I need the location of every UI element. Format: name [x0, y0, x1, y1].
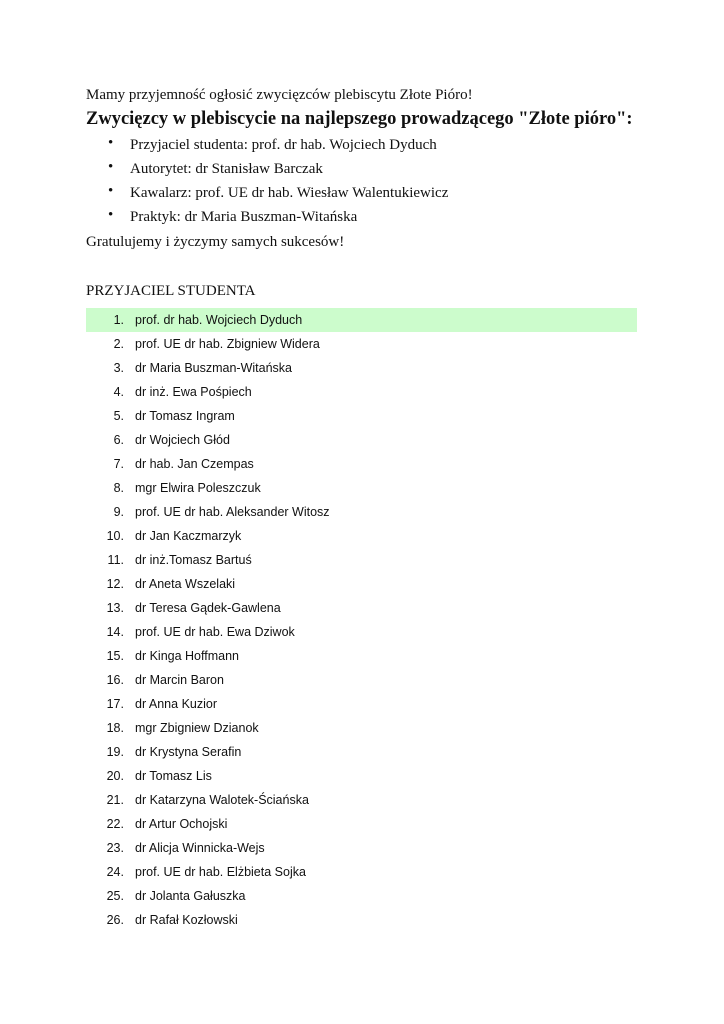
list-item: [86, 788, 637, 812]
list-item: [86, 596, 637, 620]
rank-name: dr Wojciech Głód: [135, 433, 230, 447]
winner-text: Kawalarz: prof. UE dr hab. Wiesław Walentukiewicz: [130, 185, 449, 201]
rank-number: 1.: [113, 313, 124, 327]
rank-name: dr Krystyna Serafin: [135, 745, 242, 759]
list-item: [86, 332, 637, 356]
rank-number: 15.: [106, 649, 124, 663]
rank-number: 12.: [106, 577, 124, 591]
bullet-icon: •: [108, 183, 114, 199]
rank-name: dr Maria Buszman-Witańska: [135, 361, 292, 375]
rank-name: dr inż.Tomasz Bartuś: [135, 553, 252, 567]
list-item: [86, 452, 637, 476]
list-item: [86, 548, 637, 572]
rank-number: 10.: [106, 529, 124, 543]
rank-number: 20.: [106, 769, 124, 783]
rank-name: dr Aneta Wszelaki: [135, 577, 236, 591]
winner-text: Autorytet: dr Stanisław Barczak: [130, 161, 323, 177]
rank-number: 22.: [106, 817, 124, 831]
rank-name: prof. UE dr hab. Elżbieta Sojka: [135, 865, 306, 879]
winner-text: Przyjaciel studenta: prof. dr hab. Wojciech Dyduch: [130, 137, 437, 153]
rank-name: prof. UE dr hab. Zbigniew Widera: [135, 337, 320, 351]
list-item: [86, 860, 637, 884]
rank-number: 19.: [106, 745, 124, 759]
rank-number: 24.: [106, 865, 124, 879]
rank-name: dr Rafał Kozłowski: [135, 913, 238, 927]
rank-number: 25.: [106, 889, 124, 903]
rank-name: dr Jolanta Gałuszka: [135, 889, 246, 903]
rank-name: mgr Elwira Poleszczuk: [135, 481, 261, 495]
page-title: Zwycięzcy w plebiscycie na najlepszego prowadzącego "Złote pióro":: [86, 109, 633, 129]
rank-name: dr inż. Ewa Pośpiech: [135, 385, 252, 399]
rank-name: mgr Zbigniew Dzianok: [135, 721, 259, 735]
rank-name: prof. UE dr hab. Aleksander Witosz: [135, 505, 330, 519]
rank-number: 8.: [113, 481, 124, 495]
rank-number: 14.: [106, 625, 124, 639]
list-item: [86, 740, 637, 764]
rank-number: 26.: [106, 913, 124, 927]
rank-number: 2.: [113, 337, 124, 351]
winners-list: [108, 133, 448, 229]
bullet-icon: •: [108, 207, 114, 223]
list-item: [86, 884, 637, 908]
list-item: [86, 404, 637, 428]
rank-number: 3.: [113, 361, 124, 375]
ranking-list: [86, 308, 637, 932]
bullet-icon: •: [108, 135, 114, 151]
list-item: [86, 764, 637, 788]
rank-number: 9.: [113, 505, 124, 519]
rank-name: dr Anna Kuzior: [135, 697, 217, 711]
intro-text: Mamy przyjemność ogłosić zwycięzców plebiscytu Złote Pióro!: [86, 87, 473, 103]
list-item: [86, 356, 637, 380]
rank-number: 4.: [113, 385, 124, 399]
list-item: [86, 428, 637, 452]
list-item: [86, 500, 637, 524]
list-item: [86, 692, 637, 716]
section-title: PRZYJACIEL STUDENTA: [86, 283, 256, 299]
list-item: [86, 644, 637, 668]
list-item: [86, 908, 637, 932]
rank-number: 6.: [113, 433, 124, 447]
winner-item: [108, 133, 448, 157]
rank-number: 13.: [106, 601, 124, 615]
list-item: [86, 524, 637, 548]
rank-name: dr Jan Kaczmarzyk: [135, 529, 242, 543]
rank-name: dr Kinga Hoffmann: [135, 649, 239, 663]
rank-name: dr Tomasz Ingram: [135, 409, 235, 423]
list-item: [86, 572, 637, 596]
rank-name: dr Artur Ochojski: [135, 817, 228, 831]
list-item: [86, 308, 637, 332]
rank-number: 5.: [113, 409, 124, 423]
rank-name: dr Marcin Baron: [135, 673, 224, 687]
list-item: [86, 812, 637, 836]
rank-number: 17.: [106, 697, 124, 711]
list-item: [86, 668, 637, 692]
rank-name: dr Tomasz Lis: [135, 769, 212, 783]
rank-name: prof. UE dr hab. Ewa Dziwok: [135, 625, 295, 639]
rank-number: 23.: [106, 841, 124, 855]
rank-name: dr Alicja Winnicka-Wejs: [135, 841, 265, 855]
rank-number: 18.: [106, 721, 124, 735]
bullet-icon: •: [108, 159, 114, 175]
list-item: [86, 836, 637, 860]
rank-name: dr Teresa Gądek-Gawlena: [135, 601, 281, 615]
congrats-text: Gratulujemy i życzymy samych sukcesów!: [86, 234, 345, 250]
winner-text: Praktyk: dr Maria Buszman-Witańska: [130, 209, 358, 225]
winner-item: [108, 157, 448, 181]
list-item: [86, 716, 637, 740]
rank-name: prof. dr hab. Wojciech Dyduch: [135, 313, 303, 327]
rank-number: 21.: [106, 793, 124, 807]
winner-item: [108, 205, 448, 229]
rank-number: 7.: [113, 457, 124, 471]
rank-name: dr Katarzyna Walotek-Ściańska: [135, 793, 309, 807]
rank-number: 16.: [106, 673, 124, 687]
rank-number: 11.: [107, 553, 124, 567]
winner-item: [108, 181, 448, 205]
list-item: [86, 476, 637, 500]
list-item: [86, 620, 637, 644]
rank-name: dr hab. Jan Czempas: [135, 457, 254, 471]
list-item: [86, 380, 637, 404]
